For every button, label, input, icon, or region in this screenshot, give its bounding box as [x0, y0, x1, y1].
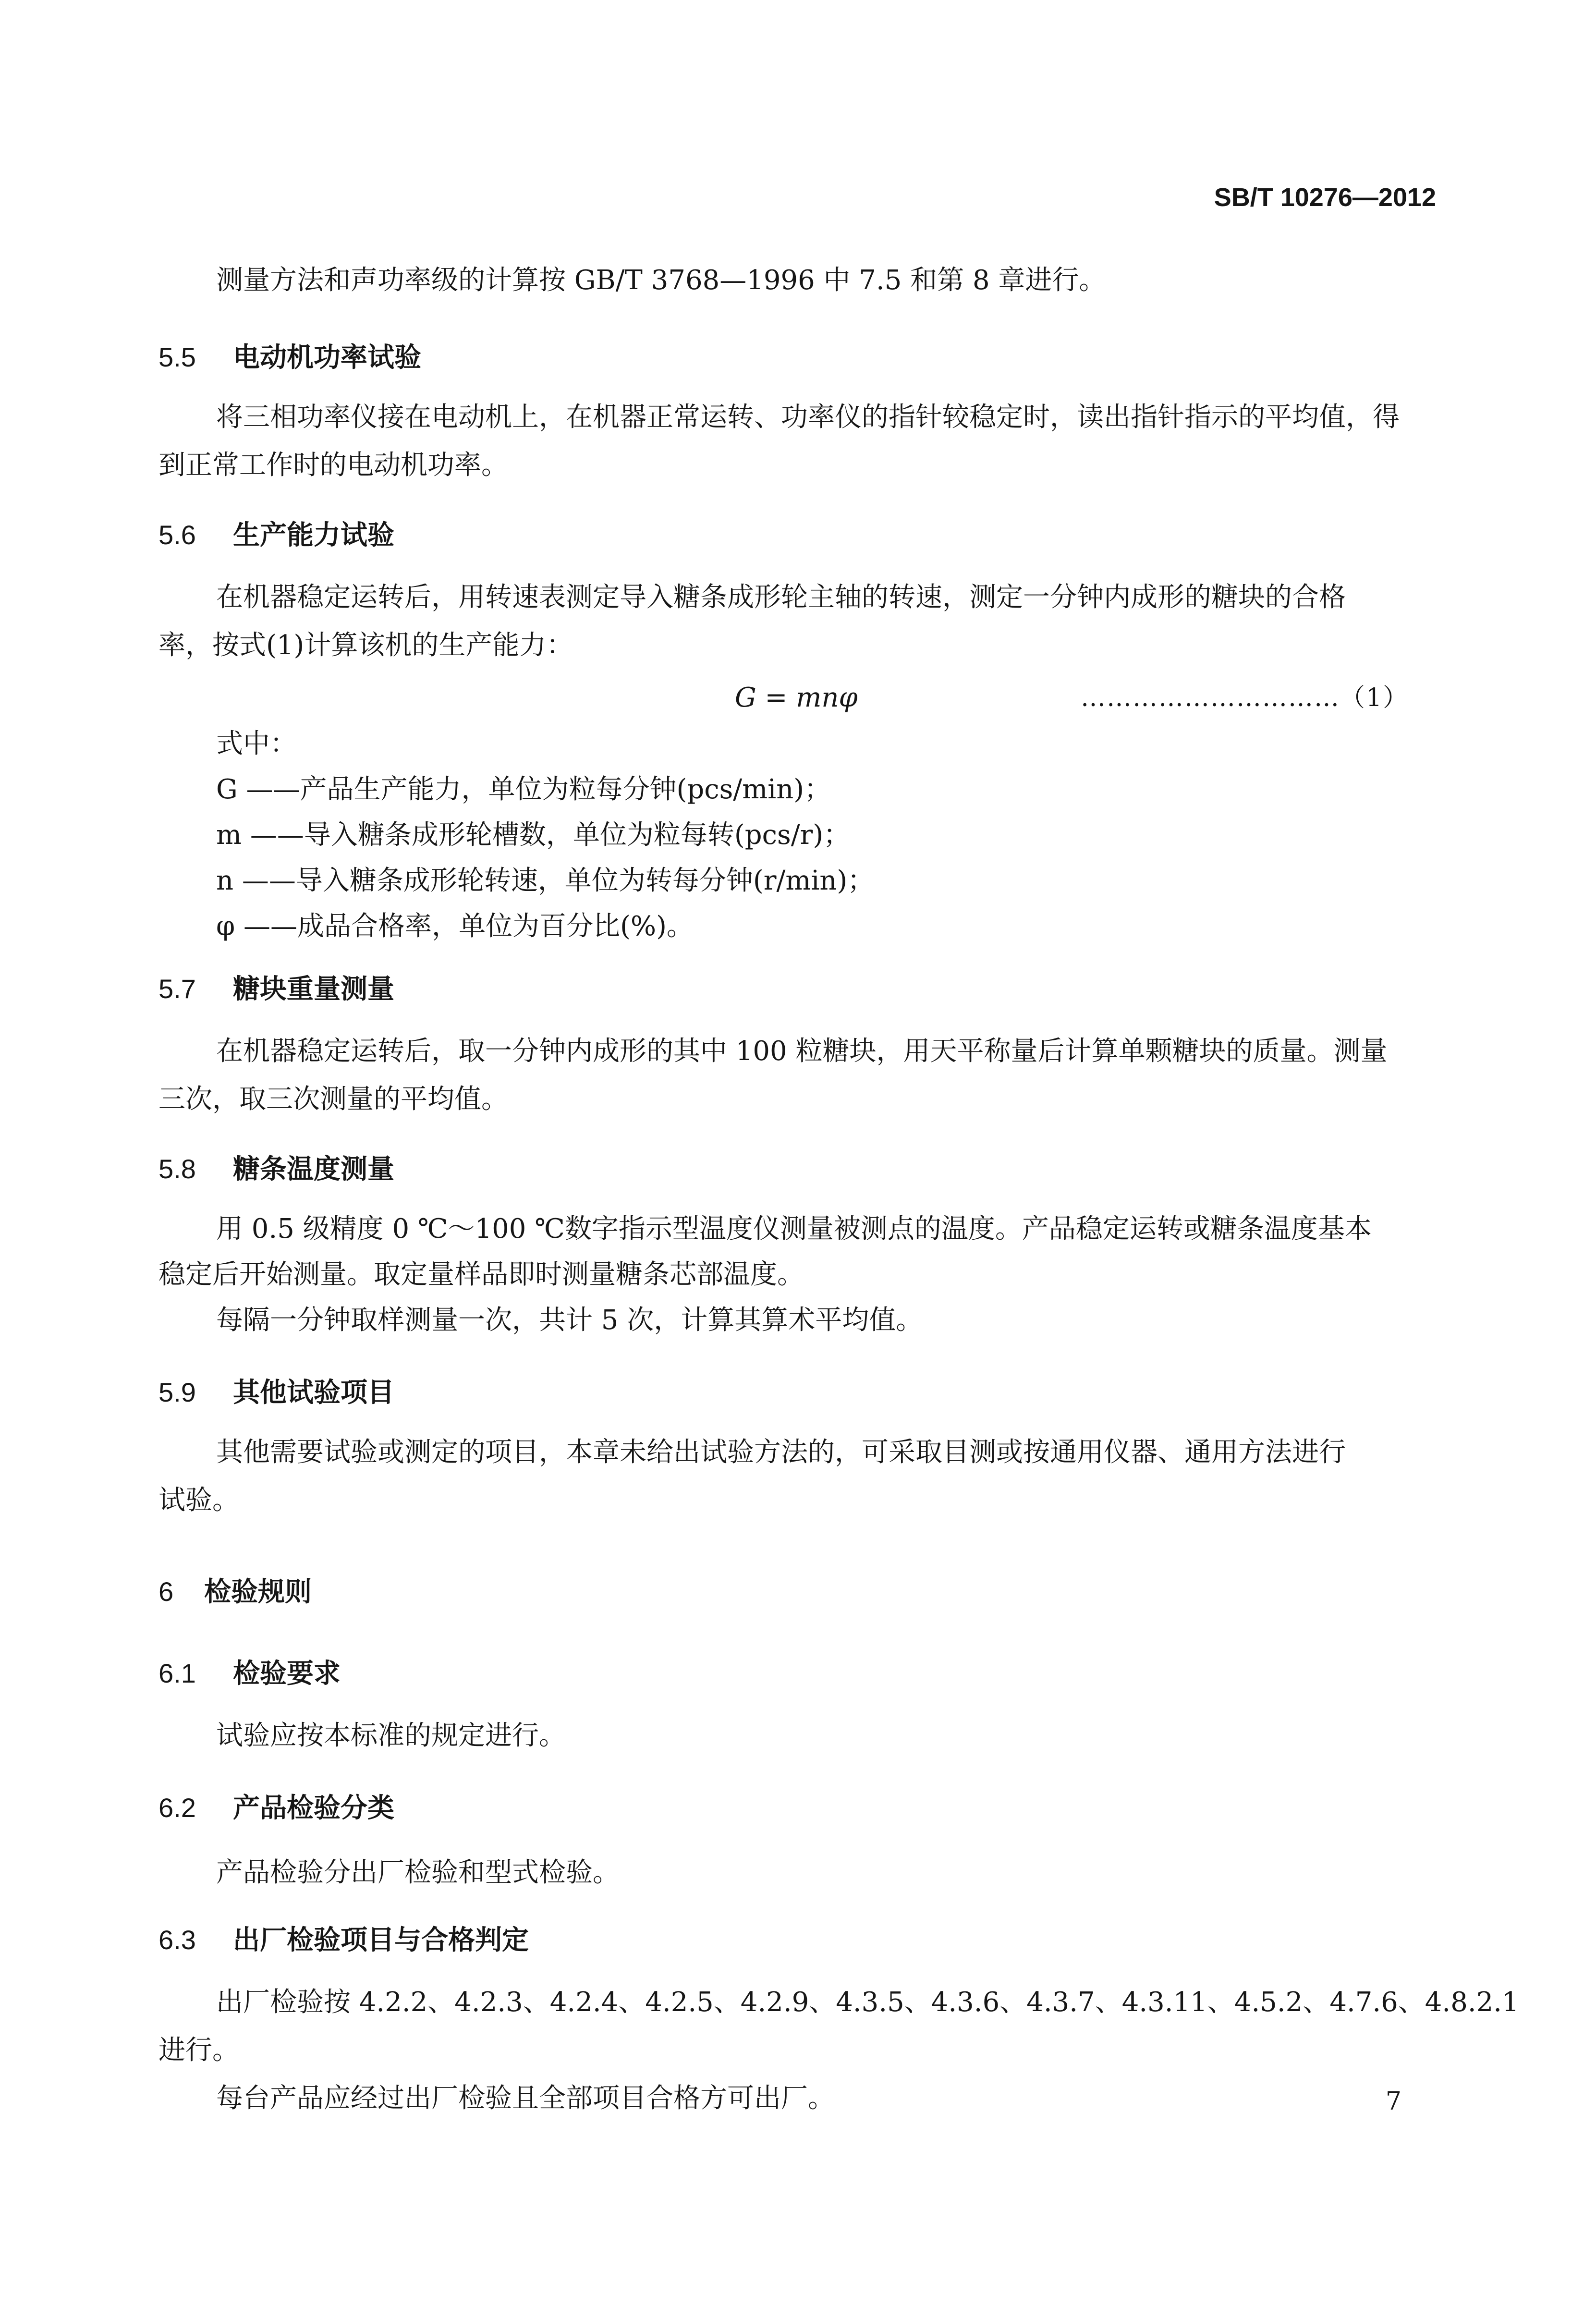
- section-title: 产品检验分类: [233, 1792, 394, 1824]
- paragraph-line: 试验应按本标准的规定进行。: [216, 1720, 566, 1751]
- paragraph-line: 三次，取三次测量的平均值。: [158, 1084, 508, 1115]
- variable-definition: φ ——成品合格率，单位为百分比(%)。: [216, 911, 694, 942]
- section-number: 5.5: [158, 342, 196, 372]
- section-number: 6.2: [158, 1793, 196, 1823]
- section-heading-6-2: [158, 1787, 394, 1825]
- paragraph-line: 在机器稳定运转后，用转速表测定导入糖条成形轮主轴的转速，测定一分钟内成形的糖块的合格: [216, 582, 1346, 613]
- page-number: 7: [1385, 2087, 1401, 2116]
- paragraph-line: 稳定后开始测量。取定量样品即时测量糖条芯部温度。: [158, 1259, 804, 1290]
- chapter-title: 检验规则: [204, 1576, 312, 1608]
- variable-definition: G ——产品生产能力，单位为粒每分钟(pcs/min)；: [216, 774, 831, 805]
- section-number: 6.3: [158, 1925, 196, 1955]
- section-title: 生产能力试验: [233, 519, 394, 551]
- paragraph-line: 试验。: [158, 1485, 239, 1516]
- section-title: 检验要求: [233, 1658, 341, 1689]
- section-title: 电动机功率试验: [233, 342, 421, 373]
- section-title: 其他试验项目: [233, 1377, 394, 1408]
- chapter-heading-6: [158, 1571, 312, 1609]
- variable-definition: m ——导入糖条成形轮槽数，单位为粒每转(pcs/r)；: [216, 819, 851, 851]
- section-heading-5-6: [158, 514, 394, 552]
- chapter-number: 6: [158, 1576, 174, 1607]
- formula: G = mnφ: [735, 682, 858, 713]
- section-heading-5-8: [158, 1148, 394, 1186]
- paragraph-line: 率，按式(1)计算该机的生产能力：: [158, 630, 573, 661]
- section-heading-5-7: [158, 968, 394, 1006]
- section-title: 出厂检验项目与合格判定: [233, 1924, 529, 1956]
- section-number: 5.9: [158, 1377, 196, 1407]
- section-title: 糖条温度测量: [233, 1153, 394, 1185]
- paragraph-line: 产品检验分出厂检验和型式检验。: [216, 1857, 620, 1888]
- intro-paragraph: 测量方法和声功率级的计算按 GB/T 3768—1996 中 7.5 和第 8 章进行。: [216, 265, 1106, 296]
- section-heading-5-9: [158, 1371, 394, 1410]
- standard-number: SB/T 10276—2012: [1214, 183, 1436, 212]
- paragraph-line: 出厂检验按 4.2.2、4.2.3、4.2.4、4.2.5、4.2.9、4.3.5、4.3.6、4.3.7、4.3.11、4.5.2、4.7.6、4.8.2.1: [216, 1987, 1519, 2018]
- section-title: 糖块重量测量: [233, 973, 394, 1005]
- paragraph-line: 将三相功率仪接在电动机上，在机器正常运转、功率仪的指针较稳定时，读出指针指示的平均值，得: [216, 402, 1400, 433]
- section-number: 5.7: [158, 974, 196, 1004]
- paragraph-line: 进行。: [158, 2035, 239, 2066]
- section-heading-6-3: [158, 1919, 529, 1957]
- paragraph-line: 其他需要试验或测定的项目，本章未给出试验方法的，可采取目测或按通用仪器、通用方法进行: [216, 1437, 1346, 1468]
- equation-number: …………………………（1）: [1081, 684, 1409, 712]
- where-label: 式中：: [216, 728, 297, 759]
- paragraph-line: 每台产品应经过出厂检验且全部项目合格方可出厂。: [216, 2083, 835, 2114]
- section-heading-5-5: [158, 336, 421, 375]
- paragraph-line: 在机器稳定运转后，取一分钟内成形的其中 100 粒糖块，用天平称量后计算单颗糖块的质量。测量: [216, 1036, 1388, 1067]
- section-heading-6-1: [158, 1652, 341, 1691]
- paragraph-line: 每隔一分钟取样测量一次，共计 5 次，计算其算术平均值。: [216, 1305, 923, 1336]
- variable-definition: n ——导入糖条成形轮转速，单位为转每分钟(r/min)；: [216, 865, 875, 896]
- section-number: 5.8: [158, 1154, 196, 1184]
- paragraph-line: 到正常工作时的电动机功率。: [158, 450, 508, 481]
- section-number: 6.1: [158, 1658, 196, 1688]
- section-number: 5.6: [158, 520, 196, 550]
- paragraph-line: 用 0.5 级精度 0 ℃～100 ℃数字指示型温度仪测量被测点的温度。产品稳定运转或糖条温度基本: [216, 1213, 1372, 1245]
